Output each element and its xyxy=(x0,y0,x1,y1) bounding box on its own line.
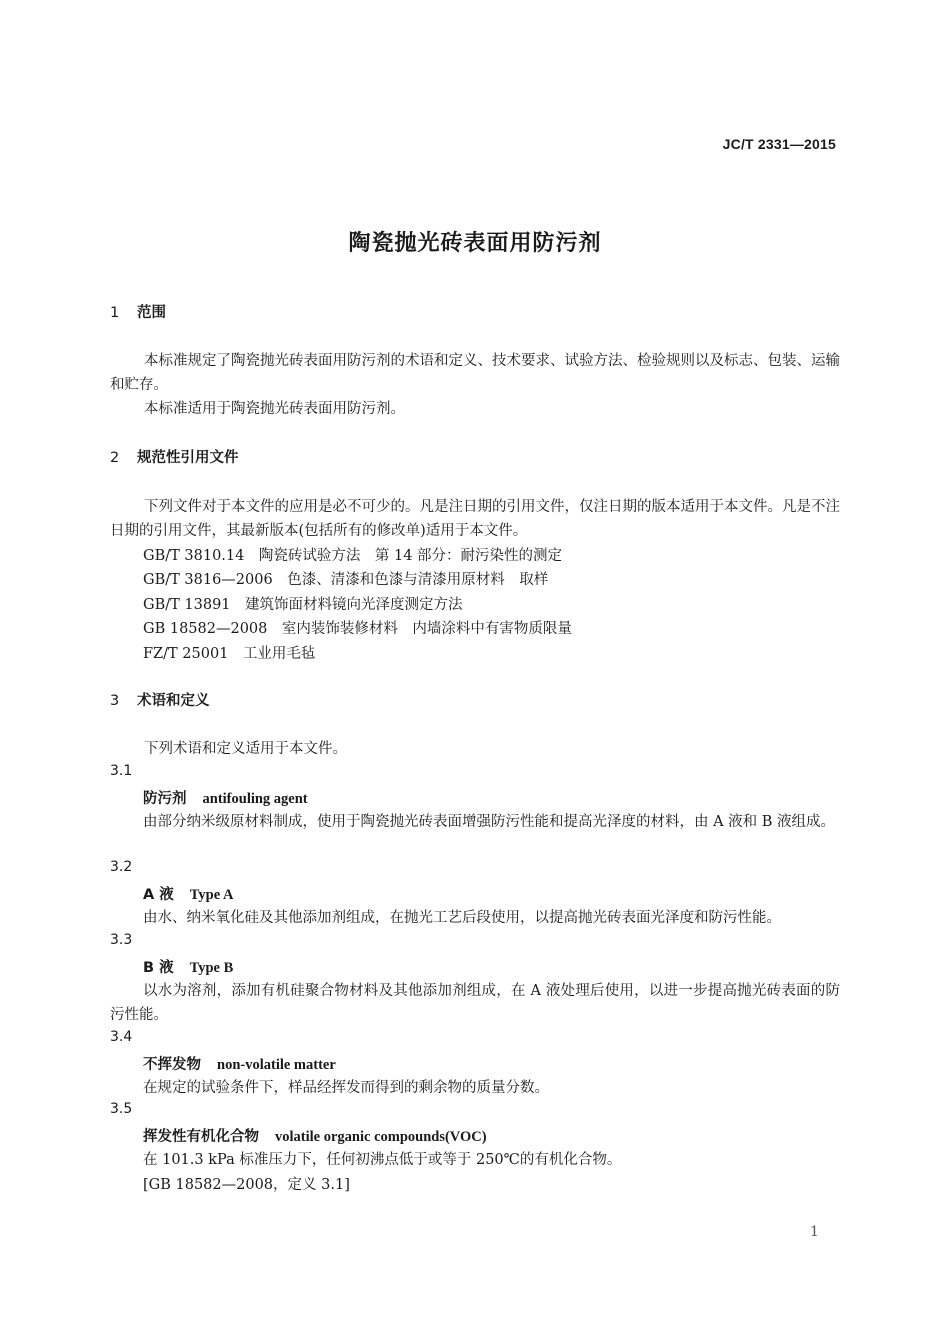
reference-title: 室内装饰装修材料 内墙涂料中有害物质限量 xyxy=(281,621,572,637)
term-english: Type B xyxy=(189,960,234,976)
document-title: 陶瓷抛光砖表面用防污剂 xyxy=(348,231,602,256)
scope-paragraph-1: 本标准规定了陶瓷抛光砖表面用防污剂的术语和定义、技术要求、试验方法、检验规则以及标志、包装、运输和贮存。 xyxy=(110,353,840,393)
term-english: Type A xyxy=(189,887,234,903)
term-chinese: 不挥发物 xyxy=(143,1057,201,1073)
reference-item xyxy=(143,642,315,663)
reference-code: GB/T 13891 xyxy=(143,597,231,613)
reference-item xyxy=(143,617,572,638)
reference-title: 色漆、清漆和色漆与清漆用原材料 取样 xyxy=(287,572,549,588)
section-heading-terms xyxy=(110,689,210,710)
term-entry xyxy=(143,1053,336,1074)
term-chinese: A 液 xyxy=(143,887,174,903)
section-title: 范围 xyxy=(137,305,166,321)
clause-number: 3.4 xyxy=(110,1029,133,1045)
term-entry xyxy=(143,787,308,808)
term-definition: 在规定的试验条件下，样品经挥发而得到的剩余物的质量分数。 xyxy=(143,1080,549,1096)
reference-code: GB 18582—2008 xyxy=(143,621,268,637)
page-number: 1 xyxy=(810,1224,819,1240)
reference-item xyxy=(143,593,463,614)
term-definition: 在 101.3 kPa 标准压力下，任何初沸点低于或等于 250℃的有机化合物。 xyxy=(143,1152,622,1168)
section-heading-scope xyxy=(110,301,166,322)
term-english: antifouling agent xyxy=(202,791,308,807)
clause-number: 3.5 xyxy=(110,1101,133,1117)
clause-number: 3.3 xyxy=(110,932,133,948)
term-english: non-volatile matter xyxy=(217,1057,336,1073)
section-number: 3 xyxy=(110,693,120,709)
reference-title: 工业用毛毡 xyxy=(242,646,316,662)
term-chinese: 防污剂 xyxy=(143,791,187,807)
reference-code: FZ/T 25001 xyxy=(143,646,229,662)
term-entry xyxy=(143,883,233,904)
term-chinese: B 液 xyxy=(143,960,174,976)
term-entry xyxy=(143,956,233,977)
clause-number: 3.1 xyxy=(110,763,133,779)
section-number: 2 xyxy=(110,450,120,466)
section-title: 规范性引用文件 xyxy=(137,450,239,466)
reference-item xyxy=(143,544,562,565)
references-intro-paragraph: 下列文件对于本文件的应用是必不可少的。凡是注日期的引用文件，仅注日期的版本适用于本文件。凡是不注日期的引用文件，其最新版本(包括所有的修改单)适用于本文件。 xyxy=(110,499,840,539)
term-source-citation: [GB 18582—2008，定义 3.1] xyxy=(143,1177,350,1193)
section-title: 术语和定义 xyxy=(137,693,210,709)
term-definition: 由水、纳米氧化硅及其他添加剂组成，在抛光工艺后段使用，以提高抛光砖表面光泽度和防污性能。 xyxy=(143,910,781,926)
term-chinese: 挥发性有机化合物 xyxy=(143,1129,259,1145)
term-english: volatile organic compounds(VOC) xyxy=(275,1129,487,1145)
clause-number: 3.2 xyxy=(110,859,133,875)
term-definition: 以水为溶剂，添加有机硅聚合物材料及其他添加剂组成，在 A 液处理后使用，以进一步提高抛光砖表面的防污性能。 xyxy=(110,983,840,1023)
section-number: 1 xyxy=(110,305,120,321)
scope-paragraph-2: 本标准适用于陶瓷抛光砖表面用防污剂。 xyxy=(144,401,405,417)
term-entry xyxy=(143,1125,487,1146)
section-heading-normative-references xyxy=(110,446,239,467)
reference-code: GB/T 3810.14 xyxy=(143,548,245,564)
reference-title: 陶瓷砖试验方法 第 14 部分：耐污染性的测定 xyxy=(258,548,563,564)
reference-item xyxy=(143,568,548,589)
reference-title: 建筑饰面材料镜向光泽度测定方法 xyxy=(245,597,463,613)
terms-intro: 下列术语和定义适用于本文件。 xyxy=(144,741,347,757)
standard-code: JC/T 2331—2015 xyxy=(722,136,836,152)
reference-code: GB/T 3816—2006 xyxy=(143,572,273,588)
term-definition: 由部分纳米级原材料制成，使用于陶瓷抛光砖表面增强防污性能和提高光泽度的材料，由 A 液和 B 液组成。 xyxy=(143,814,836,830)
